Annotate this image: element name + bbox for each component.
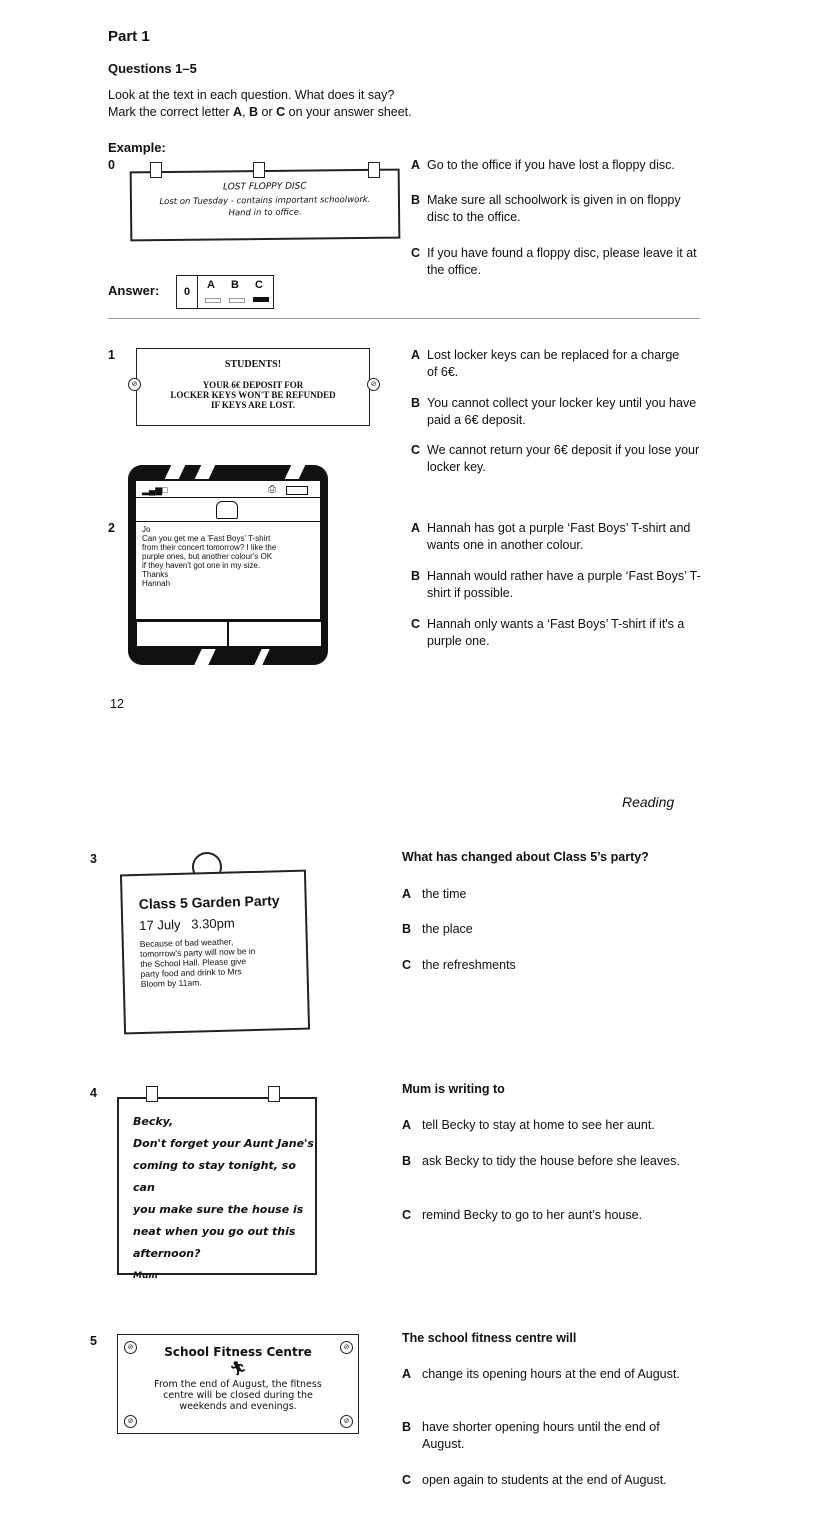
part-title: Part 1 xyxy=(108,28,150,45)
q4-stem: Mum is writing to xyxy=(402,1082,505,1096)
q4-note xyxy=(117,1097,317,1281)
pin-icon xyxy=(268,1086,280,1102)
questions-title: Questions 1–5 xyxy=(108,61,197,76)
q1-notice xyxy=(136,348,370,426)
q1-notice-line2: LOCKER KEYS WON'T BE REFUNDED xyxy=(170,390,336,400)
divider xyxy=(108,318,700,319)
q3-number: 3 xyxy=(90,852,97,866)
page-number: 12 xyxy=(110,697,124,711)
battery-icon xyxy=(286,486,308,495)
phone-stripe xyxy=(194,649,215,665)
example-option-b: B Make sure all schoolwork is given in on floppy disc to the office. xyxy=(411,193,681,224)
q1-option-c: C We cannot return your 6€ deposit if you lose your locker key. xyxy=(411,443,700,474)
q3-notice-datetime: 17 July 3.30pm xyxy=(139,915,235,933)
screw-icon: ⊘ xyxy=(367,378,380,391)
phone-screen xyxy=(136,481,320,619)
example-number: 0 xyxy=(108,158,115,172)
phone-softkey-left xyxy=(136,621,228,647)
q4-option-a: A tell Becky to stay at home to see her aunt. xyxy=(402,1118,655,1132)
answer-box xyxy=(176,275,274,309)
phone-stripe xyxy=(285,465,306,479)
q1-option-b: B You cannot collect your locker key until you have paid a 6€ deposit. xyxy=(411,396,697,427)
screw-icon: ⊘ xyxy=(340,1341,353,1354)
q5-option-c: C open again to students at the end of August. xyxy=(402,1473,667,1487)
example-option-a: A Go to the office if you have lost a floppy disc. xyxy=(411,158,675,172)
q3-option-b: B the place xyxy=(402,922,473,936)
q3-notice-body: Because of bad weather, tomorrow's party will now be in the School Hall. Please give party food and drink to Mrs Bloom by 11am. xyxy=(139,936,256,989)
example-option-c: C If you have found a floppy disc, please leave it at the office. xyxy=(411,246,697,277)
q5-number: 5 xyxy=(90,1334,97,1348)
q1-number: 1 xyxy=(108,348,115,362)
answer-lozenge-a xyxy=(205,298,221,303)
q5-notice-body: From the end of August, the fitness centre will be closed during the weekends and evenings. xyxy=(154,1379,322,1412)
phone-softkey-right xyxy=(228,621,322,647)
q1-notice-title: STUDENTS! xyxy=(224,359,282,370)
phone-stripe xyxy=(254,649,269,665)
answer-number: 0 xyxy=(177,276,198,308)
example-notice-line1: Lost on Tuesday - contains important schoolwork. xyxy=(159,194,371,208)
q4-number: 4 xyxy=(90,1086,97,1100)
answer-letter-a: A xyxy=(207,279,215,291)
q3-option-a: A the time xyxy=(402,887,467,901)
q2-option-a: A Hannah has got a purple ‘Fast Boys’ T-shirt and wants one in another colour. xyxy=(411,521,691,552)
screw-icon: ⊘ xyxy=(128,378,141,391)
phone-stripe xyxy=(195,465,216,479)
q4-option-b: B ask Becky to tidy the house before she leaves. xyxy=(402,1154,680,1168)
q4-option-c: C remind Becky to go to her aunt’s house. xyxy=(402,1208,643,1222)
q3-option-c: C the refreshments xyxy=(402,958,516,972)
answer-letter-b: B xyxy=(231,279,239,291)
q1-notice-line3: IF KEYS ARE LOST. xyxy=(210,400,296,410)
pin-icon xyxy=(150,162,162,178)
instructions-line1: Look at the text in each question. What does it say? xyxy=(108,88,395,102)
pin-icon xyxy=(146,1086,158,1102)
screw-icon: ⊘ xyxy=(124,1415,137,1428)
answer-label: Answer: xyxy=(108,283,160,298)
q1-notice-line1: YOUR 6€ DEPOSIT FOR xyxy=(202,380,304,390)
example-label: Example: xyxy=(108,140,166,155)
phone-stripe xyxy=(165,465,186,479)
q5-option-a: A change its opening hours at the end of August. xyxy=(402,1367,680,1381)
runner-icon: 🏃︎ xyxy=(229,1360,247,1376)
answer-lozenge-c-filled xyxy=(253,297,269,302)
q4-note-text: Becky, Don't forget your Aunt Jane's coming to stay tonight, so can you make sure the house is neat when you go out this afternoon? Mum xyxy=(133,1115,314,1281)
q2-option-c: C Hannah only wants a ‘Fast Boys’ T-shirt if it's a purple one. xyxy=(411,617,685,648)
sms-text: Jo Can you get me a 'Fast Boys' T-shirt from their concert tomorrow? I like the purple ones, but another colour's OK if they haven't got one in my size. Thanks Hannah xyxy=(142,525,277,588)
q5-option-b: B have shorter opening hours until the end of August. xyxy=(402,1420,660,1451)
answer-letter-c: C xyxy=(255,279,263,291)
q3-notice xyxy=(120,870,310,1035)
q3-notice-title: Class 5 Garden Party xyxy=(138,892,280,912)
example-notice-line2: Hand in to office. xyxy=(228,207,302,219)
q5-stem: The school fitness centre will xyxy=(402,1331,577,1345)
section-label: Reading xyxy=(622,794,675,810)
q3-stem: What has changed about Class 5’s party? xyxy=(402,850,649,864)
envelope-icon: ⎙ xyxy=(268,484,276,495)
instructions xyxy=(108,87,528,121)
q5-notice-title: School Fitness Centre xyxy=(164,1345,312,1359)
q5-notice xyxy=(117,1334,359,1434)
screw-icon: ⊘ xyxy=(340,1415,353,1428)
example-notice xyxy=(130,169,401,242)
q1-option-a: A Lost locker keys can be replaced for a charge of 6€. xyxy=(411,348,680,379)
example-notice-title: LOST FLOPPY DISC xyxy=(222,181,307,193)
instructions-line2: Mark the correct letter A, B or C on your answer sheet. xyxy=(108,105,412,119)
pin-icon xyxy=(253,162,265,178)
q2-number: 2 xyxy=(108,521,115,535)
screw-icon: ⊘ xyxy=(124,1341,137,1354)
answer-lozenge-b xyxy=(229,298,245,303)
q2-option-b: B Hannah would rather have a purple ‘Fast Boys’ T-shirt if possible. xyxy=(411,569,701,600)
pin-icon xyxy=(368,162,380,178)
signal-icon: ▂▄▆□ xyxy=(142,485,168,495)
message-icon xyxy=(216,501,238,519)
phone-illustration xyxy=(128,465,328,665)
